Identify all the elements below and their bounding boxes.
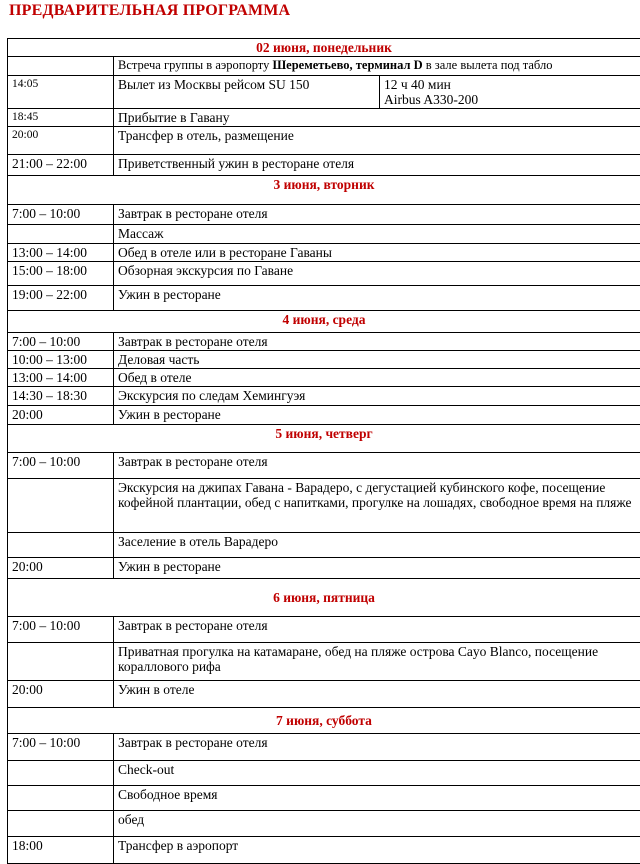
- table-row: [8, 617, 640, 643]
- activity-cell: Экскурсия на джипах Гавана - Варадеро, с дегустацией кубинского кофе, посещение кофейной плантации, обед с напитками, прогулке на лошадях, свободное время на пляже: [114, 479, 640, 533]
- activity-cell: Завтрак в ресторане отеля: [114, 617, 640, 643]
- time-cell: 18:45: [8, 109, 114, 127]
- table-row: [8, 286, 640, 311]
- table-row: [8, 127, 640, 155]
- page-title: ПРЕДВАРИТЕЛЬНАЯ ПРОГРАММА: [9, 2, 290, 20]
- table-row: [8, 533, 640, 558]
- time-cell: 7:00 – 10:00: [8, 453, 114, 479]
- day-header-row: [8, 425, 640, 453]
- time-cell: 20:00: [8, 127, 114, 155]
- day-header-row: [8, 311, 640, 333]
- time-cell: 14:05: [8, 76, 114, 109]
- activity-cell: Приветственный ужин в ресторане отеля: [114, 155, 640, 176]
- activity-cell: Ужин в ресторане: [114, 558, 640, 579]
- table-row: [8, 406, 640, 425]
- activity-cell: Деловая часть: [114, 351, 640, 369]
- table-row: [8, 225, 640, 244]
- time-cell: 7:00 – 10:00: [8, 617, 114, 643]
- activity-cell: [114, 57, 640, 76]
- time-cell: 20:00: [8, 681, 114, 708]
- day-header: 6 июня, пятница: [8, 579, 640, 617]
- activity-cell: Заселение в отель Варадеро: [114, 533, 640, 558]
- table-row: [8, 837, 640, 864]
- time-cell: 15:00 – 18:00: [8, 262, 114, 286]
- activity-cell: Трансфер в отель, размещение: [114, 127, 640, 155]
- activity-cell: Завтрак в ресторане отеля: [114, 734, 640, 761]
- day-header: 5 июня, четверг: [8, 425, 640, 453]
- table-row: [8, 57, 640, 76]
- activity-text: Встреча группы в аэропорту: [118, 58, 272, 72]
- activity-cell: Завтрак в ресторане отеля: [114, 333, 640, 351]
- activity-cell: обед: [114, 811, 640, 837]
- activity-text: в зале вылета под табло: [423, 58, 553, 72]
- activity-cell: Завтрак в ресторане отеля: [114, 205, 640, 225]
- terminal-text: Шереметьево, терминал D: [272, 58, 422, 72]
- aircraft-type: Airbus A330-200: [384, 92, 636, 107]
- activity-cell: Ужин в отеле: [114, 681, 640, 708]
- day-header-row: [8, 176, 640, 205]
- table-row: [8, 761, 640, 786]
- table-row: [8, 558, 640, 579]
- activity-cell: Обзорная экскурсия по Гаване: [114, 262, 640, 286]
- time-cell: 7:00 – 10:00: [8, 205, 114, 225]
- activity-cell: Вылет из Москвы рейсом SU 150: [114, 76, 380, 109]
- day-header: 4 июня, среда: [8, 311, 640, 333]
- table-row: [8, 205, 640, 225]
- time-cell: [8, 811, 114, 837]
- time-cell: 14:30 – 18:30: [8, 387, 114, 406]
- table-row: [8, 369, 640, 387]
- activity-cell: Завтрак в ресторане отеля: [114, 453, 640, 479]
- day-header-row: [8, 579, 640, 617]
- day-header-row: [8, 39, 640, 57]
- table-row: [8, 786, 640, 811]
- time-cell: 13:00 – 14:00: [8, 244, 114, 262]
- time-cell: 13:00 – 14:00: [8, 369, 114, 387]
- time-cell: 19:00 – 22:00: [8, 286, 114, 311]
- time-cell: 21:00 – 22:00: [8, 155, 114, 176]
- activity-cell: Ужин в ресторане: [114, 406, 640, 425]
- table-row: [8, 244, 640, 262]
- table-row: [8, 387, 640, 406]
- table-row: [8, 453, 640, 479]
- flight-duration: 12 ч 40 мин: [384, 77, 636, 92]
- table-row: [8, 262, 640, 286]
- table-row: [8, 76, 640, 109]
- time-cell: 18:00: [8, 837, 114, 864]
- day-header: 02 июня, понедельник: [8, 39, 640, 57]
- table-row: [8, 479, 640, 533]
- table-row: [8, 333, 640, 351]
- time-cell: 7:00 – 10:00: [8, 734, 114, 761]
- table-row: [8, 109, 640, 127]
- activity-cell: Check-out: [114, 761, 640, 786]
- table-row: [8, 811, 640, 837]
- time-cell: [8, 225, 114, 244]
- time-cell: 10:00 – 13:00: [8, 351, 114, 369]
- time-cell: [8, 479, 114, 533]
- activity-cell: Обед в отеле или в ресторане Гаваны: [114, 244, 640, 262]
- flight-info-cell: [380, 76, 640, 109]
- activity-cell: Обед в отеле: [114, 369, 640, 387]
- activity-cell: Приватная прогулка на катамаране, обед на пляже острова Cayo Blanco, посещение кораллового рифа: [114, 643, 640, 681]
- activity-cell: Ужин в ресторане: [114, 286, 640, 311]
- schedule-table: [7, 38, 640, 864]
- day-header: 3 июня, вторник: [8, 176, 640, 205]
- activity-cell: Свободное время: [114, 786, 640, 811]
- time-cell: 7:00 – 10:00: [8, 333, 114, 351]
- day-header-row: [8, 708, 640, 734]
- time-cell: [8, 643, 114, 681]
- table-row: [8, 681, 640, 708]
- activity-cell: Массаж: [114, 225, 640, 244]
- time-cell: [8, 57, 114, 76]
- table-row: [8, 643, 640, 681]
- table-row: [8, 155, 640, 176]
- activity-cell: Прибытие в Гавану: [114, 109, 640, 127]
- table-row: [8, 351, 640, 369]
- activity-cell: Экскурсия по следам Хемингуэя: [114, 387, 640, 406]
- table-row: [8, 734, 640, 761]
- time-cell: [8, 786, 114, 811]
- time-cell: [8, 533, 114, 558]
- time-cell: [8, 761, 114, 786]
- activity-cell: Трансфер в аэропорт: [114, 837, 640, 864]
- time-cell: 20:00: [8, 558, 114, 579]
- time-cell: 20:00: [8, 406, 114, 425]
- day-header: 7 июня, суббота: [8, 708, 640, 734]
